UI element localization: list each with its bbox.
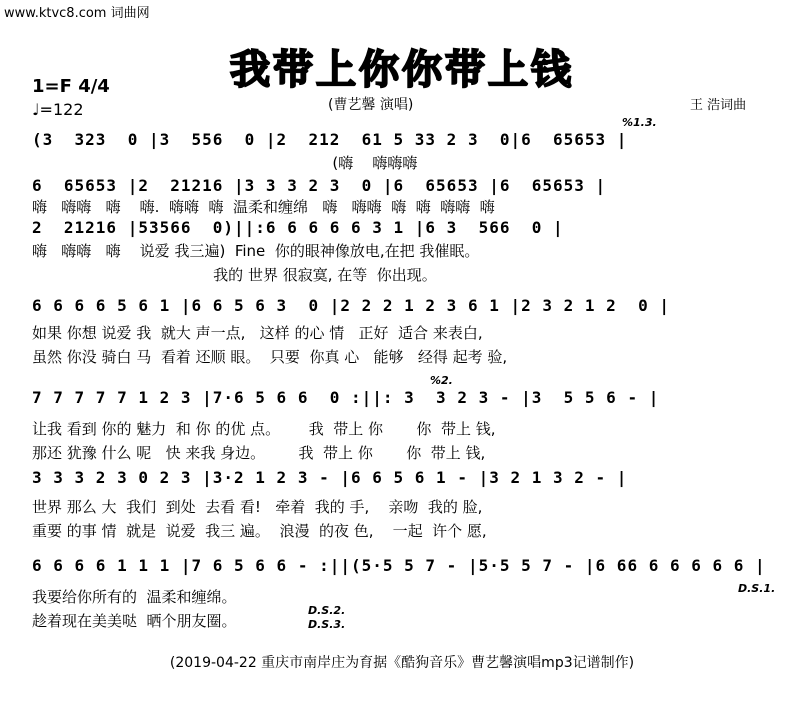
- score-line-2: 6 65653 |2 21216 |3 3 3 2 3 0 |6 65653 |6 65653 |: [32, 176, 607, 195]
- key-signature: [32, 76, 110, 97]
- lyrics-line-5b: 那还 犹豫 什么 呢 快 来我 身边。 我 带上 你 你 带上 钱,: [32, 444, 486, 462]
- lyrics-line-1a: (嗨 嗨嗨嗨: [32, 154, 418, 172]
- ds-mark-3: D.S.3.: [308, 618, 346, 631]
- segno-mark-1: %1.3.: [622, 116, 657, 129]
- lyrics-line-5a: 让我 看到 你的 魅力 和 你 的优 点。 我 带上 你 你 带上 钱,: [32, 420, 496, 438]
- lyrics-line-6a: 世界 那么 大 我们 到处 去看 看! 牵着 我的 手, 亲吻 我的 脸,: [32, 498, 483, 516]
- lyrics-line-6b: 重要 的事 情 就是 说爱 我三 遍。 浪漫 的夜 色, 一起 许个 愿,: [32, 522, 487, 540]
- lyrics-line-4b: 虽然 你没 骑白 马 看着 还顺 眼。 只要 你真 心 能够 经得 起考 验,: [32, 348, 508, 366]
- song-title: 我带上你你带上钱: [230, 46, 574, 93]
- lyrics-line-3a: 嗨 嗨嗨 嗨 说爱 我三遍) Fine 你的眼神像放电,在把 我催眠。: [32, 242, 480, 260]
- score-line-7: 6 6 6 6 1 1 1 |7 6 5 6 6 - :||(5·5 5 7 - |5·5 5 7 - |6 66 6 6 6 6 6 |: [32, 556, 766, 575]
- score-line-5: 7 7 7 7 7 1 2 3 |7·6 5 6 6 0 :||: 3 3 2 3 - |3 5 5 6 - |: [32, 388, 660, 407]
- score-line-3: 2 21216 |53566 0)||:6 6 6 6 6 3 1 |6 3 566 0 |: [32, 218, 564, 237]
- lyrics-line-3b: 我的 世界 很寂寞, 在等 你出现。: [32, 266, 437, 284]
- score-line-1: (3 323 0 |3 556 0 |2 212 61 5 33 2 3 0|6 65653 |: [32, 130, 628, 149]
- key-text: 1=F: [32, 76, 72, 97]
- ds-mark-2: D.S.2.: [308, 604, 346, 617]
- lyrics-line-7b: 趁着现在美美哒 晒个朋友圈。: [32, 612, 237, 630]
- watermark: www.ktvc8.com 词曲网: [4, 6, 150, 21]
- singer: (曹艺馨 演唱): [328, 97, 414, 113]
- lyrics-line-2a: 嗨 嗨嗨 嗨 嗨. 嗨嗨 嗨 温柔和缠绵 嗨 嗨嗨 嗨 嗨 嗨嗨 嗨: [32, 198, 495, 216]
- tempo: ♩=122: [32, 100, 84, 119]
- footer-note: (2019-04-22 重庆市南岸庄为育据《酷狗音乐》曹艺馨演唱mp3记谱制作): [169, 655, 635, 671]
- lyrics-line-7a: 我要给你所有的 温柔和缠绵。: [32, 588, 237, 606]
- segno-mark-2: %2.: [430, 374, 453, 387]
- score-line-4: 6 6 6 6 5 6 1 |6 6 5 6 3 0 |2 2 2 1 2 3 6 1 |2 3 2 1 2 0 |: [32, 296, 670, 315]
- time-signature: 4/4: [78, 76, 110, 97]
- author: 王 浩词曲: [690, 98, 747, 113]
- lyrics-line-4a: 如果 你想 说爱 我 就大 声一点, 这样 的心 情 正好 适合 来表白,: [32, 324, 483, 342]
- score-line-6: 3 3 3 2 3 0 2 3 |3·2 1 2 3 - |6 6 5 6 1 - |3 2 1 3 2 - |: [32, 468, 628, 487]
- ds-mark-1: D.S.1.: [738, 582, 776, 595]
